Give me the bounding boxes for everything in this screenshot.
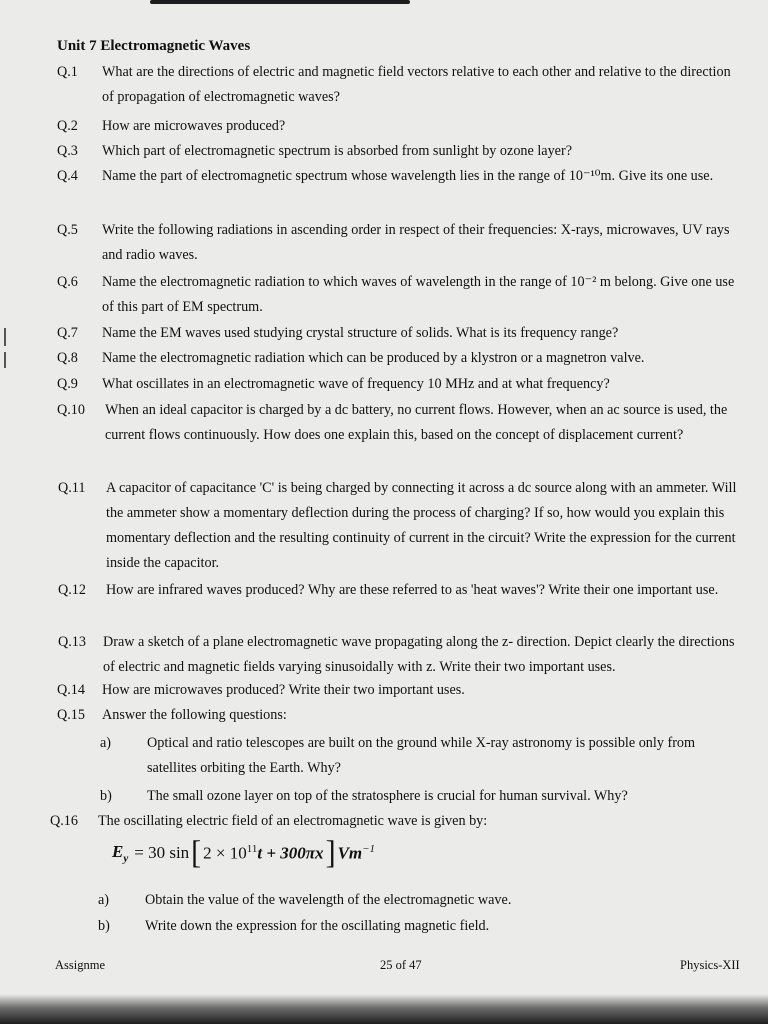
sub-question-label: a) xyxy=(100,735,112,751)
margin-mark xyxy=(4,352,6,368)
sub-question xyxy=(98,914,738,939)
question-number: Q.8 xyxy=(57,350,78,366)
question xyxy=(57,398,739,448)
question xyxy=(57,164,737,189)
question-number: Q.12 xyxy=(58,582,86,598)
equation-inner: $2 \times 10^{11}t + 300\pi x$ xyxy=(203,842,324,863)
question xyxy=(58,578,740,603)
question-number: Q.1 xyxy=(57,64,78,80)
footer-left: Assignme xyxy=(55,958,105,972)
sub-question-label: b) xyxy=(98,918,110,934)
question-number: Q.13 xyxy=(58,634,86,650)
equation xyxy=(112,834,376,871)
question-number: Q.9 xyxy=(57,376,78,392)
question-number: Q.14 xyxy=(57,682,85,698)
question-text: Answer the following questions: xyxy=(102,707,287,723)
question-number: Q.6 xyxy=(57,274,78,290)
equation-equals: = 30 sin xyxy=(134,843,190,862)
question xyxy=(57,270,737,320)
question-text: What oscillates in an electromagnetic wave of frequency 10 MHz and at what frequency? xyxy=(102,376,610,392)
sub-question xyxy=(100,784,740,809)
equation-unit: $Vm^{-1}$ xyxy=(337,842,376,863)
question-text: Name the electromagnetic radiation which can be produced by a klystron or a magnetron valve. xyxy=(102,350,645,366)
sub-question-text: Optical and ratio telescopes are built on the ground while X-ray astronomy is possible only from satellites orbiting the Earth. Why? xyxy=(147,735,696,776)
sub-question xyxy=(98,888,738,913)
sub-question-label: b) xyxy=(100,788,112,804)
left-bracket: [ xyxy=(191,834,202,871)
right-bracket: ] xyxy=(325,834,336,871)
equation-lhs: $E_y$ xyxy=(112,841,129,865)
question-text: Draw a sketch of a plane electromagnetic wave propagating along the z- direction. Depict clearly the directions of electric and magnetic fields varying sinusoidally with z. Write their two important uses. xyxy=(103,634,735,675)
scan-bottom-shadow xyxy=(0,994,768,1024)
sub-question-text: Obtain the value of the wavelength of the electromagnetic wave. xyxy=(145,892,512,908)
unit-title: Unit 7 Electromagnetic Waves xyxy=(57,38,251,54)
question-text: Name the EM waves used studying crystal structure of solids. What is its frequency range? xyxy=(102,325,619,341)
question xyxy=(58,476,740,576)
question-text: Which part of electromagnetic spectrum is absorbed from sunlight by ozone layer? xyxy=(102,143,572,159)
question xyxy=(57,703,739,728)
sub-question-label: a) xyxy=(98,892,110,908)
question-number: Q.2 xyxy=(57,118,78,134)
question-text: A capacitor of capacitance 'C' is being charged by connecting it across a dc source along with an ammeter. Will the ammeter show a momentary deflection during the process of charging? If so, how would you explain this momentary deflection and the resulting continuity of current in the circuit? Write the expression for the current inside the capacitor. xyxy=(106,480,737,571)
question-text: When an ideal capacitor is charged by a dc battery, no current flows. However, when an ac source is used, the current flows continuously. How does one explain this, based on the concept of displacement current? xyxy=(105,402,728,443)
question-text: Name the part of electromagnetic spectrum whose wavelength lies in the range of 10⁻¹⁰m. Give its one use. xyxy=(102,168,714,184)
question-text: How are infrared waves produced? Why are these referred to as 'heat waves'? Write their one important use. xyxy=(106,582,719,598)
question xyxy=(57,346,737,371)
question xyxy=(57,60,737,110)
scan-top-mark xyxy=(150,0,410,4)
question xyxy=(57,321,737,346)
question xyxy=(57,678,739,703)
margin-mark xyxy=(4,328,6,346)
question xyxy=(57,218,737,268)
footer-right: Physics-XII xyxy=(680,958,740,972)
question-number: Q.4 xyxy=(57,168,78,184)
question xyxy=(57,139,737,164)
question-number: Q.7 xyxy=(57,325,78,341)
question-text: Name the electromagnetic radiation to which waves of wavelength in the range of 10⁻² m belong. Give one use of this part of EM spectrum. xyxy=(102,274,735,315)
question-text: What are the directions of electric and magnetic field vectors relative to each other and relative to the direction of propagation of electromagnetic waves? xyxy=(102,64,731,105)
question-text: How are microwaves produced? xyxy=(102,118,286,134)
question-text: Write the following radiations in ascending order in respect of their frequencies: X-rays, microwaves, UV rays and radio waves. xyxy=(102,222,730,263)
sub-question xyxy=(100,731,740,781)
question-text: How are microwaves produced? Write their two important uses. xyxy=(102,682,465,698)
question-number: Q.10 xyxy=(57,402,85,418)
question xyxy=(57,372,737,397)
question-number: Q.5 xyxy=(57,222,78,238)
question-number: Q.15 xyxy=(57,707,85,723)
sub-question-text: Write down the expression for the oscillating magnetic field. xyxy=(145,918,490,934)
question-text: The oscillating electric field of an electromagnetic wave is given by: xyxy=(98,813,488,829)
question-number: Q.3 xyxy=(57,143,78,159)
question xyxy=(58,630,740,680)
question xyxy=(50,809,740,834)
sub-question-text: The small ozone layer on top of the stratosphere is crucial for human survival. Why? xyxy=(147,788,628,804)
question-number: Q.16 xyxy=(50,813,78,829)
page-number: 25 of 47 xyxy=(380,958,422,972)
question-number: Q.11 xyxy=(58,480,86,496)
question xyxy=(57,114,737,139)
